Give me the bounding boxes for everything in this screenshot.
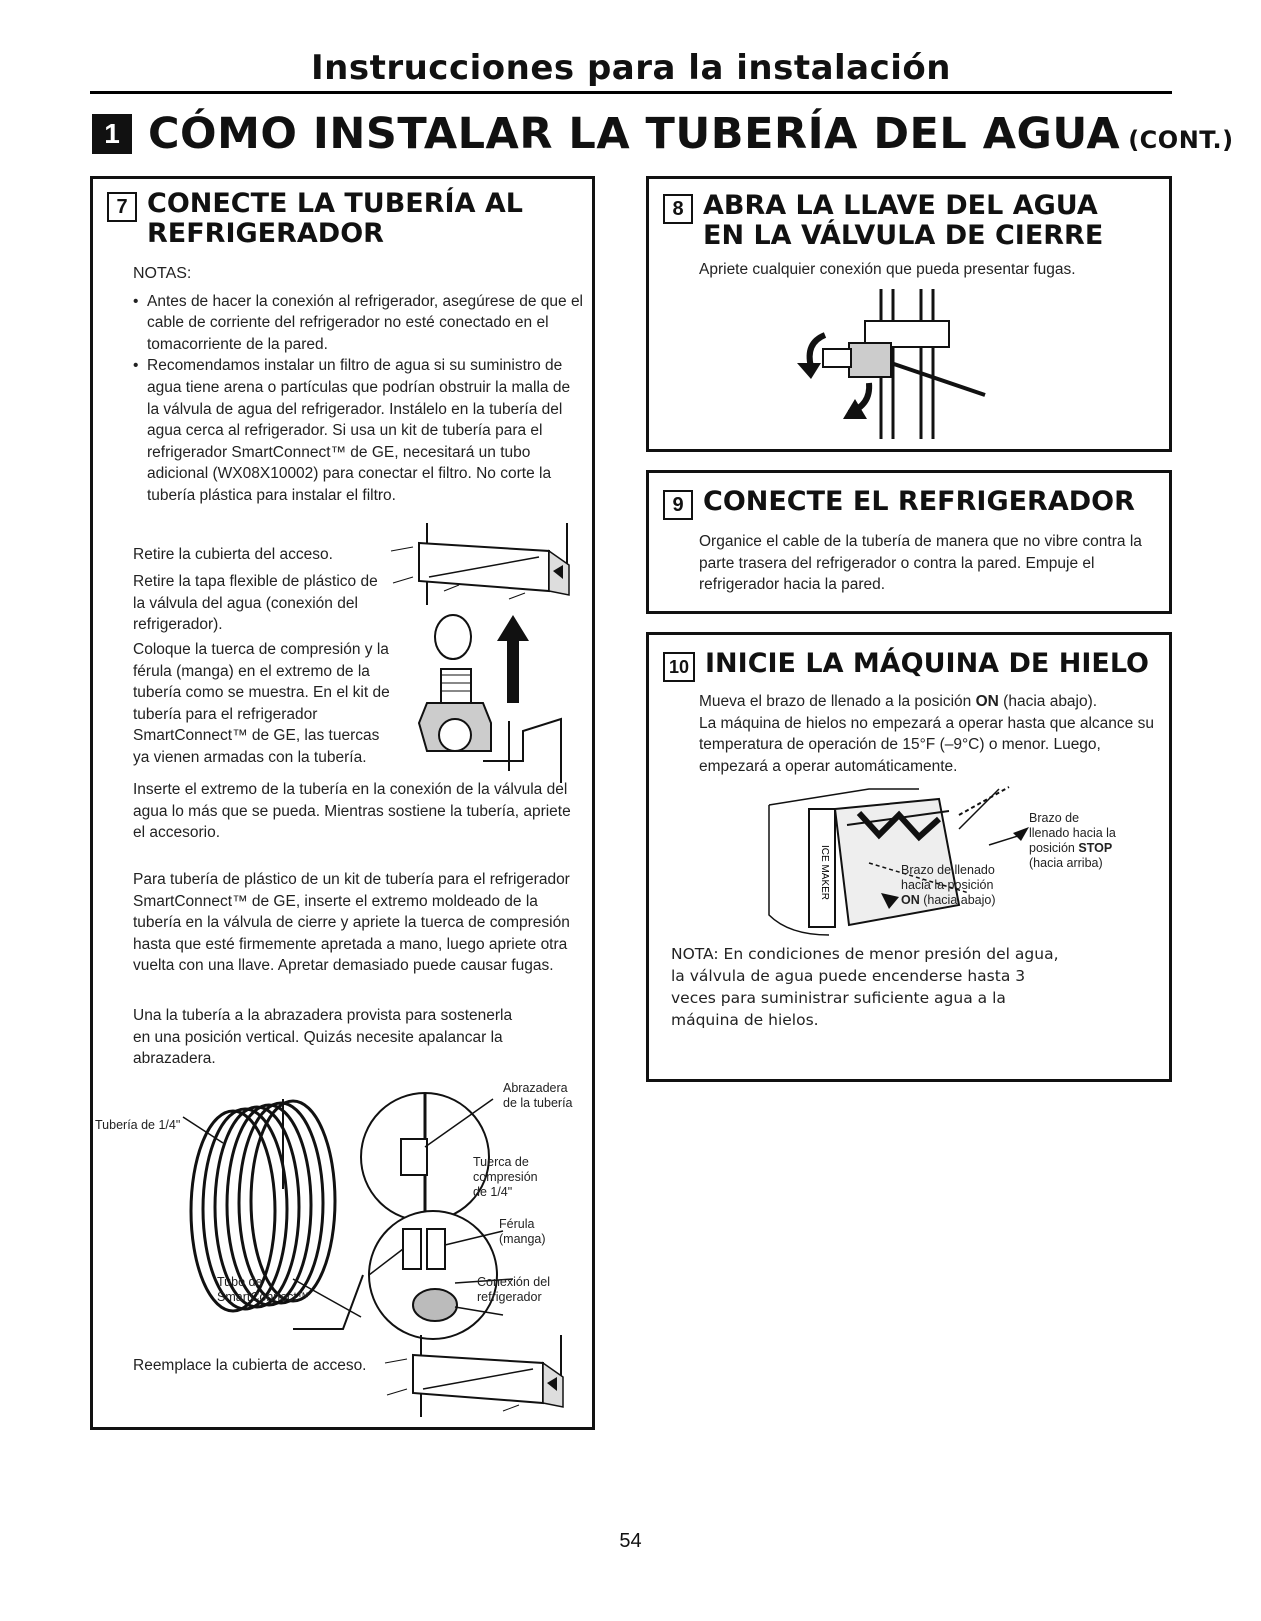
step-8-text: Apriete cualquier conexión que pueda presentar fugas. [699,261,1076,278]
step-7-title: CONECTE LA TUBERÍA AL REFRIGERADOR [147,188,523,249]
label-smartconnect: Tubo de SmartConnect™ [217,1275,310,1304]
step-10-header [663,649,1149,682]
step-10-number: 10 [663,652,695,682]
note-item: • Antes de hacer la conexión al refrigerador, asegúrese de que el cable de corriente del refrigerador no esté conectado en el tomacorriente de la pared. [133,291,585,356]
page-number: 54 [619,1530,642,1552]
step-9-header [663,487,1135,520]
label-connection: Conexión del refrigerador [477,1275,550,1304]
step-9-text: Organice el cable de la tubería de manera que no vibre contra la parte trasera del refrigerador o contra la pared. Empuje el refrigerador hacia la pared. [699,533,1142,594]
step-9-number: 9 [663,490,693,520]
label-on-position: Brazo de llenado hacia la posición ON (hacia abajo) [901,863,996,907]
fill-arm-instruction: Mueva el brazo de llenado a la posición ON (hacia abajo). [699,693,1098,710]
step-7-header [107,189,523,249]
label-clamp: Abrazadera de la tubería [503,1081,573,1110]
page-header [90,46,1172,94]
step-7-panel [90,176,595,1430]
remove-cover-text: Retire la cubierta del acceso. [133,546,333,563]
step-7-notes [133,263,585,507]
step-10-title: INICIE LA MÁQUINA DE HIELO [705,648,1150,679]
remove-cap-text: Retire la tapa flexible de plástico de la válvula del agua (conexión del refrigerador). [133,573,378,634]
step-7-number: 7 [107,192,137,222]
place-nut-text: Coloque la tuerca de compresión y la férula (manga) en el extremo de la tubería como se muestra. En el kit de tubería para el refrigerador SmartConnect™ de GE, las tuercas ya vienen armadas con la tubería. [133,641,390,766]
label-stop-position: Brazo de llenado hacia la posición STOP (hacia arriba) [1029,811,1116,870]
clamp-text: Una la tubería a la abrazadera provista para sostenerla en una posición vertical. Quizás necesite apalancar la abrazadera. [133,1007,513,1068]
step-9-panel [646,470,1172,614]
temperature-text: La máquina de hielos no empezará a operar hasta que alcance su temperatura de operación de 15°F (–9°C) o menor. Luego, empezará a operar automáticamente. [699,714,1154,775]
step-8-number: 8 [663,194,693,224]
step-10-text [699,691,1165,777]
label-nut: Tuerca de compresión de 1/4" [473,1155,538,1199]
access-cover-illustration [389,521,589,611]
step-10-panel [646,632,1172,1082]
section-number: 1 [92,114,132,154]
replace-cover-text: Reemplace la cubierta de acceso. [133,1357,367,1374]
page-title: Instrucciones para la instalación [310,48,951,88]
section-title [92,108,1234,160]
shutoff-valve-illustration [785,287,1005,447]
access-cover-illustration-2 [383,1333,583,1423]
notes-heading: NOTAS: [133,265,192,282]
icemaker-label: ICE MAKER [819,845,830,901]
label-ferrule: Férula (manga) [499,1217,546,1246]
label-tubing: Tubería de 1/4" [95,1118,181,1132]
step-10-note: NOTA: En condiciones de menor presión del agua, la válvula de agua puede encenderse hasta 3 veces para suministrar suficiente agua a la máquina de hielos. [671,945,1059,1029]
section-heading: CÓMO INSTALAR LA TUBERÍA DEL AGUA (CONT.) [148,109,1234,159]
plastic-tubing-text: Para tubería de plástico de un kit de tubería para el refrigerador SmartConnect™ de GE, inserte el extremo moldeado de la tubería en la válvula de cierre y apriete la tuerca de compresión hasta que esté firmemente apretada a mano, luego apriete otra vuelta con una llave. Apretar demasiado puede causar fugas. [133,871,570,975]
insert-end-text: Inserte el extremo de la tubería en la conexión de la válvula del agua lo más que se pueda. Mientras sostiene la tubería, apriete el accesorio. [133,781,571,842]
step-8-panel [646,176,1172,452]
step-8-header [663,191,1103,251]
step-9-title: CONECTE EL REFRIGERADOR [703,486,1135,517]
note-item: • Recomendamos instalar un filtro de agua si su suministro de agua tiene arena o partículas que podrían obstruir la malla de la válvula de agua del refrigerador. Instálelo en la tubería del agua cerca al refrigerador. Si usa un kit de tubería para el refrigerador SmartConnect™ de GE, necesitará un tubo adicional (WX08X10002) para conectar el filtro. No corte la tubería plástica para instalar el filtro. [133,355,585,506]
valve-fitting-illustration [413,611,583,781]
step-8-title: ABRA LA LLAVE DEL AGUA EN LA VÁLVULA DE CIERRE [703,190,1104,251]
